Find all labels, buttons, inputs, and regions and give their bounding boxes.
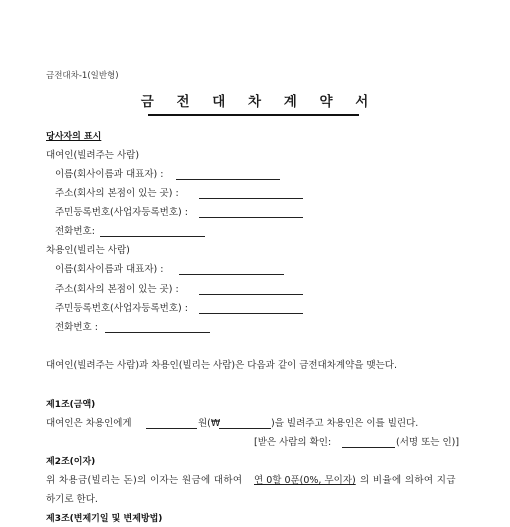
form-id: 금전대차-1(일반형) (46, 71, 119, 81)
amount-korean-field[interactable] (146, 428, 197, 429)
borrower-name-field[interactable] (179, 274, 284, 275)
article3-heading: 제3조(변제기일 및 변제방법) (46, 514, 163, 524)
interest-rate: 연 0할 0푼(0%, 무이자) (254, 475, 356, 486)
borrower-address-field[interactable] (199, 294, 303, 295)
lender-phone-field[interactable] (100, 236, 205, 237)
receipt-suffix: (서명 또는 인)] (396, 437, 460, 448)
article1-heading: 제1조(금액) (46, 400, 96, 410)
article2-text-c: 하기로 한다. (46, 494, 98, 505)
borrower-id-label: 주민등록번호(사업자등록번호) : (55, 303, 188, 314)
lender-name-field[interactable] (176, 179, 280, 180)
borrower-label: 차용인(빌리는 사람) (46, 245, 130, 256)
lender-name-label: 이름(회사이름과 대표자) : (55, 169, 164, 180)
article1-text-b: 원(₩ (198, 418, 221, 429)
article2-text-a: 위 차용금(빌리는 돈)의 이자는 원금에 대하여 (46, 475, 243, 486)
borrower-phone-field[interactable] (105, 332, 210, 333)
document-title: 금 전 대 차 계 약 서 (140, 94, 378, 110)
borrower-name-label: 이름(회사이름과 대표자) : (55, 264, 164, 275)
parties-heading: 당사자의 표시 (46, 132, 102, 142)
title-underline (148, 114, 359, 116)
receipt-label: [받은 사람의 확인: (254, 437, 332, 448)
lender-address-field[interactable] (199, 198, 303, 199)
lender-phone-label: 전화번호: (55, 226, 95, 237)
amount-number-field[interactable] (219, 428, 271, 429)
receipt-sign-field[interactable] (342, 447, 395, 448)
lender-id-label: 주민등록번호(사업자등록번호) : (55, 207, 188, 218)
borrower-address-label: 주소(회사의 본점이 있는 곳) : (55, 284, 179, 295)
lender-id-field[interactable] (199, 217, 303, 218)
lender-label: 대여인(빌려주는 사람) (46, 150, 140, 161)
article1-text-c: )을 빌려주고 차용인은 이를 빌린다. (271, 418, 419, 429)
intro-sentence: 대여인(빌려주는 사람)과 차용인(빌리는 사람)은 다음과 같이 금전대차계약을 맺는다. (46, 360, 398, 371)
article2-text-b: 의 비율에 의하여 지급 (360, 475, 456, 486)
borrower-phone-label: 전화번호 : (55, 322, 98, 333)
lender-address-label: 주소(회사의 본점이 있는 곳) : (55, 188, 179, 199)
article1-text-a: 대여인은 차용인에게 (46, 418, 132, 429)
article2-heading: 제2조(이자) (46, 457, 96, 467)
borrower-id-field[interactable] (199, 313, 303, 314)
